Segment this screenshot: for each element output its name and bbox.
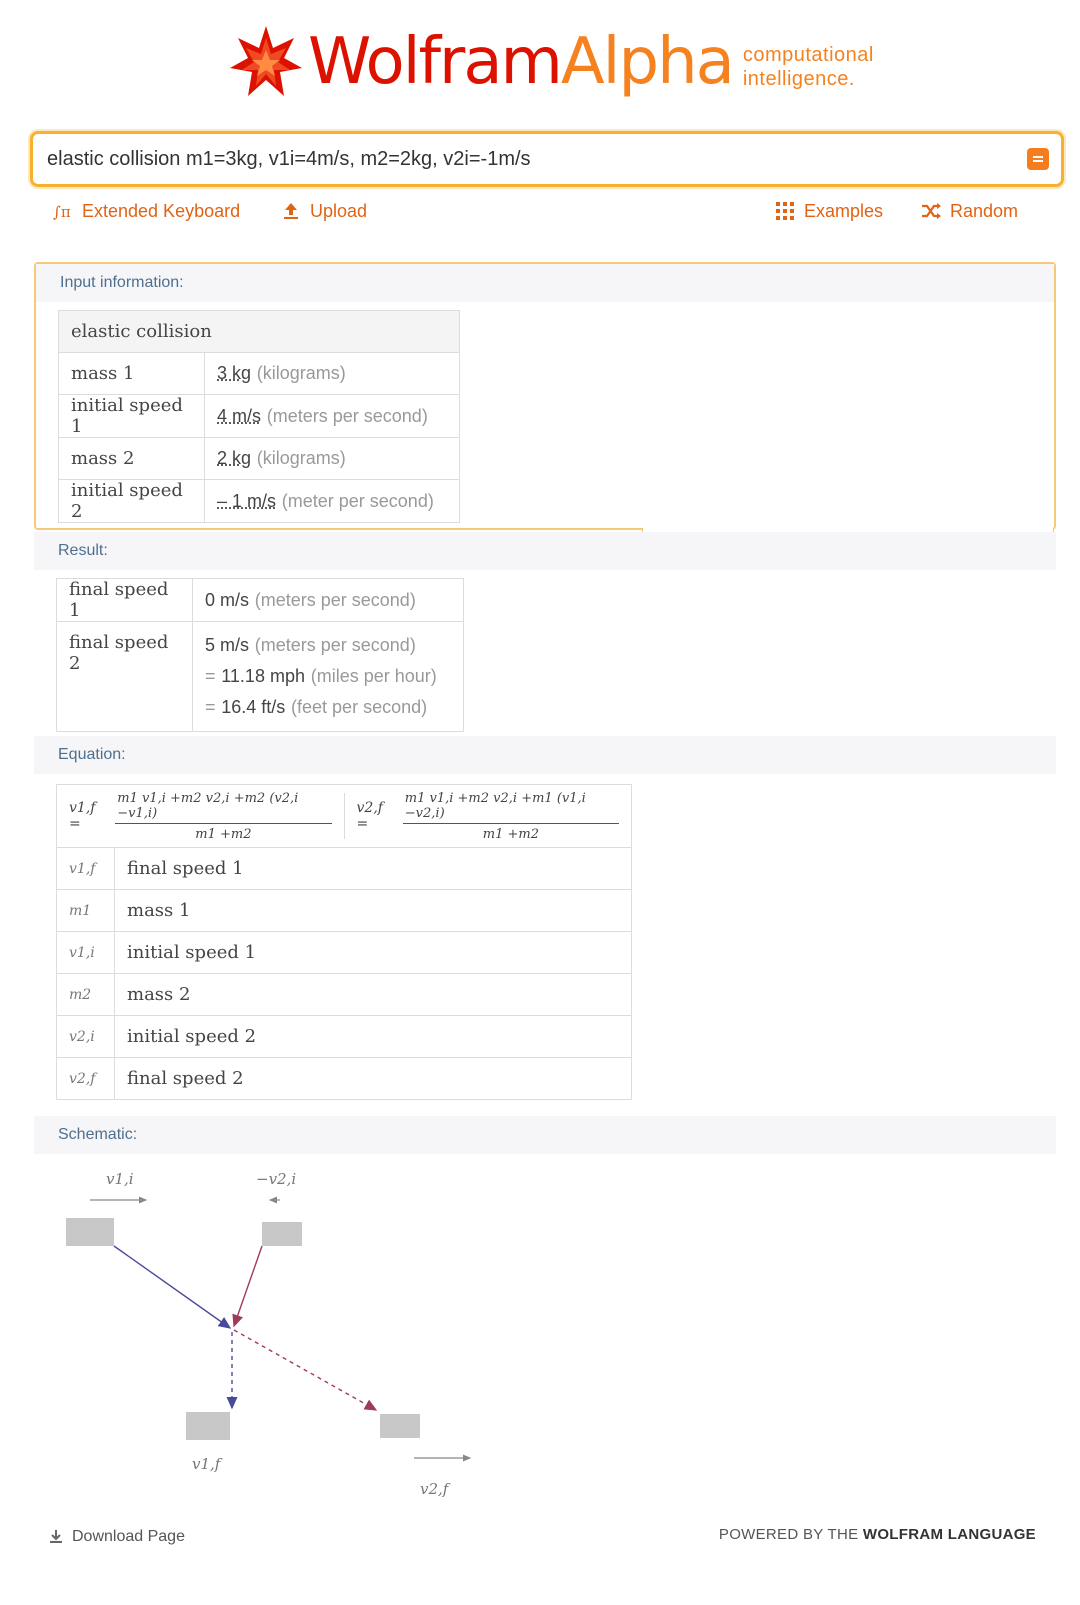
toolbar [0,200,1080,232]
label-v2f: v2,f [420,1480,449,1498]
row-label: mass 1 [59,353,205,395]
equation-title: Equation: [34,736,1056,774]
result-label-2: final speed 2 [57,622,193,732]
result-alt-value-2: 16.4 ft/s [221,697,286,717]
row-value: 4 m/s [217,405,262,426]
result-label-1: final speed 1 [57,579,193,622]
examples-label: Examples [804,200,884,221]
equals-sign: = [205,666,216,686]
download-page-button[interactable] [48,1528,185,1546]
symbol-desc: final speed 1 [115,848,632,890]
upload-label: Upload [310,200,368,221]
brand-name-part1: Wolfram [308,25,561,99]
powered-prefix: POWERED BY THE [718,1526,863,1543]
download-page-label: Download Page [72,1528,185,1545]
mass1-incoming-path [114,1246,230,1328]
label-v2i: −v2,i [256,1170,297,1188]
brand-name-part2: Alpha [560,25,733,99]
compute-button[interactable] [1027,148,1049,170]
examples-button[interactable] [774,200,883,222]
symbol-desc: initial speed 1 [115,932,632,974]
eq1-numerator: m1 v1,i +m2 v2,i +m2 (v2,i −v1,i) [115,791,331,824]
search-box [30,131,1064,187]
table-row [57,974,632,1016]
row-label: initial speed 1 [59,395,205,438]
grid-icon [774,200,796,222]
svg-text:∫π: ∫π [53,203,71,221]
footer [34,1520,1056,1560]
table-row [57,622,464,732]
symbol-desc: mass 1 [115,890,632,932]
download-icon [48,1529,64,1545]
tagline-line2: intelligence. [742,68,855,90]
mass2-final-block [380,1414,420,1438]
row-value: 2 kg [217,448,252,468]
shuffle-icon [920,200,942,222]
header [0,0,1080,125]
extended-keyboard-button[interactable] [52,200,240,222]
equals-sign: = [205,697,216,717]
upload-button[interactable] [280,200,367,222]
powered-brand: WOLFRAM LANGUAGE [862,1526,1036,1543]
row-unit: (kilograms) [256,448,346,468]
row-unit: (kilograms) [256,363,346,383]
mass1-initial-block [66,1218,114,1246]
upload-icon [280,200,302,222]
result-value-1: 0 m/s [205,589,250,610]
table-row [59,353,460,395]
eq2-lhs: v2,f = [356,800,383,832]
result-alt-unit-1: (miles per hour) [310,666,437,686]
symbol-desc: mass 2 [115,974,632,1016]
brand-name [308,24,733,100]
table-row [59,438,460,480]
input-table [58,310,460,523]
schematic-diagram [34,1154,554,1508]
result-table [56,578,464,732]
powered-by[interactable] [719,1526,1036,1543]
input-information-title: Input information: [36,264,1054,302]
table-row [57,1058,632,1100]
result-unit-2: (meters per second) [254,635,416,655]
brand-tagline [743,43,874,91]
schematic-title: Schematic: [34,1116,1056,1154]
random-button[interactable] [920,200,1018,222]
equation-1 [57,790,345,842]
result-pod [34,532,1056,734]
mass2-outgoing-path [234,1330,376,1410]
row-label: mass 2 [59,438,205,480]
result-title: Result: [34,532,1056,570]
keyboard-icon [52,200,74,222]
symbol: v1,f [57,848,115,890]
table-row [57,579,464,622]
eq2-numerator: m1 v1,i +m2 v2,i +m1 (v1,i −v2,i) [403,791,619,824]
label-v1i: v1,i [106,1170,134,1188]
mass2-initial-block [262,1222,302,1246]
result-unit-1: (meters per second) [254,589,416,610]
mass2-incoming-path [234,1246,262,1326]
label-v1f: v1,f [192,1455,221,1473]
mass1-final-block [186,1412,230,1440]
equation-pod [34,736,1056,1114]
table-row [57,848,632,890]
row-unit: (meter per second) [281,490,434,511]
symbol: v2,i [57,1016,115,1058]
table-row [59,480,460,523]
symbol: m1 [57,890,115,932]
input-header: elastic collision [59,311,460,353]
symbol-desc: initial speed 2 [115,1016,632,1058]
table-row [59,395,460,438]
table-row [57,890,632,932]
schematic-pod [34,1116,1056,1508]
search-input[interactable] [47,144,987,174]
extended-keyboard-label: Extended Keyboard [82,200,241,221]
table-row [57,1016,632,1058]
row-value: – 1 m/s [217,490,277,511]
wolfram-star-icon [228,24,304,100]
eq1-lhs: v1,f = [69,800,96,832]
eq1-denominator: m1 +m2 [195,826,252,842]
eq2-denominator: m1 +m2 [482,826,539,842]
tagline-line1: computational [742,44,874,66]
input-information-pod [34,262,1056,530]
symbol: v2,f [57,1058,115,1100]
result-alt-value-1: 11.18 mph [221,666,305,686]
row-value: 3 kg [217,363,252,383]
row-label: initial speed 2 [59,480,205,523]
random-label: Random [950,200,1019,221]
row-unit: (meters per second) [266,405,428,426]
equation-2 [345,791,632,842]
equation-table [56,784,632,1100]
table-row [57,932,632,974]
symbol: v1,i [57,932,115,974]
logo[interactable] [228,24,874,100]
symbol: m2 [57,974,115,1016]
result-alt-unit-2: (feet per second) [291,697,428,717]
symbol-desc: final speed 2 [115,1058,632,1100]
result-value-2: 5 m/s [205,635,250,655]
